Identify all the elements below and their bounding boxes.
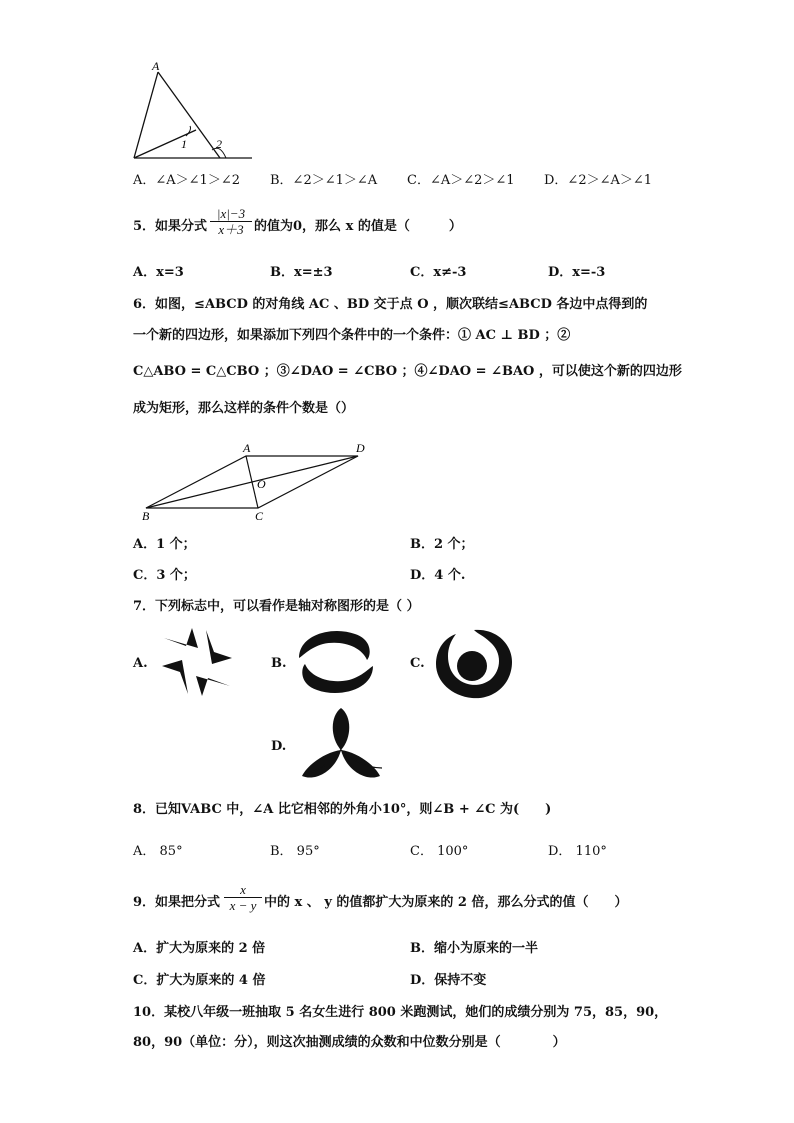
q5-denominator: x＋3 (218, 222, 244, 237)
q9-suffix: 中的 x 、 y 的值都扩大为原来的 2 倍，那么分式的值（ ） (264, 895, 628, 910)
parallelogram-figure (136, 438, 376, 524)
q9-prefix: 9．如果把分式 (133, 895, 221, 910)
q4-option-c: C．∠A＞∠2＞∠1 (407, 173, 515, 188)
q7-stem: 7．下列标志中，可以看作是轴对称图形的是（ ） (133, 599, 420, 614)
q6-option-a: A．1 个； (133, 537, 196, 552)
q6-option-c: C．3 个； (133, 568, 196, 583)
q4-option-d: D．∠2＞∠A＞∠1 (544, 173, 653, 188)
q6-option-b: B．2 个； (410, 537, 474, 552)
label-b: B (142, 509, 150, 523)
q5-numerator: |x|−3 (210, 206, 252, 222)
q10-line-2: 80，90（单位：分），则这次抽测成绩的众数和中位数分别是（ ） (133, 1035, 566, 1050)
q7-option-b: B. (271, 656, 287, 671)
logo-b-ellipse-icon (293, 626, 379, 698)
logo-c-circle-icon (432, 626, 516, 702)
q5-option-d: D．x=-3 (548, 265, 606, 280)
q5-option-a: A．x=3 (133, 265, 184, 280)
q9-option-b: B．缩小为原来的一半 (410, 941, 538, 956)
q5-suffix: 的值为0，那么 x 的值是（ ） (254, 219, 462, 234)
q6-line-4: 成为矩形，那么这样的条件个数是（） (133, 401, 355, 416)
q7-option-a: A. (133, 656, 148, 671)
label-d: D (356, 441, 365, 455)
q5-prefix: 5．如果分式 (133, 219, 208, 234)
q9-fraction (224, 882, 262, 913)
q6-line-3: C△ABO = C△CBO ；③∠DAO = ∠CBO ；④∠DAO = ∠BAO ，可以使这个新的四边形 (133, 364, 682, 379)
q10-line-1: 10．某校八年级一班抽取 5 名女生进行 800 米跑测试，她们的成绩分别为 75，85，90， (133, 1005, 668, 1020)
q4-option-a: A．∠A＞∠1＞∠2 (133, 173, 240, 188)
q6-line-1: 6．如图，≤ABCD 的对角线 AC 、BD 交于点 O ，顺次联结≤ABCD 各边中点得到的 (133, 297, 648, 312)
label-angle-2: 2 (216, 137, 222, 151)
q8-option-b: B． 95° (270, 844, 320, 859)
q9-option-c: C．扩大为原来的 4 倍 (133, 973, 266, 988)
q9-option-d: D．保持不变 (410, 973, 487, 988)
q6-option-d: D．4 个. (410, 568, 466, 583)
q4-option-b: B．∠2＞∠1＞∠A (270, 173, 378, 188)
q8-option-d: D． 110° (548, 844, 607, 859)
q9-denominator: x − y (229, 898, 257, 913)
q8-option-c: C． 100° (410, 844, 469, 859)
label-a: A (152, 59, 160, 73)
q7-option-c: C. (410, 656, 425, 671)
q9-numerator: x (224, 882, 262, 898)
q8-option-a: A． 85° (133, 844, 183, 859)
q5-option-b: B．x=±3 (270, 265, 333, 280)
q8-stem: 8．已知VABC 中，∠A 比它相邻的外角小10°，则∠B + ∠C 为( ) (133, 802, 552, 817)
label-angle-1: 1 (181, 137, 187, 151)
q5-fraction (210, 206, 252, 237)
label-o: O (257, 477, 266, 491)
q6-line-2: 一个新的四边形，如果添加下列四个条件中的一个条件：① AC ⊥ BD ；② (133, 328, 571, 343)
label-c: C (255, 509, 264, 523)
q7-option-d: D. (271, 739, 287, 754)
q9-option-a: A．扩大为原来的 2 倍 (133, 941, 266, 956)
triangle-figure (128, 58, 258, 164)
logo-a-stars-icon (158, 624, 236, 700)
label-a: A (243, 441, 251, 455)
q5-option-c: C．x≠-3 (410, 265, 467, 280)
logo-d-petals-icon (296, 706, 386, 786)
